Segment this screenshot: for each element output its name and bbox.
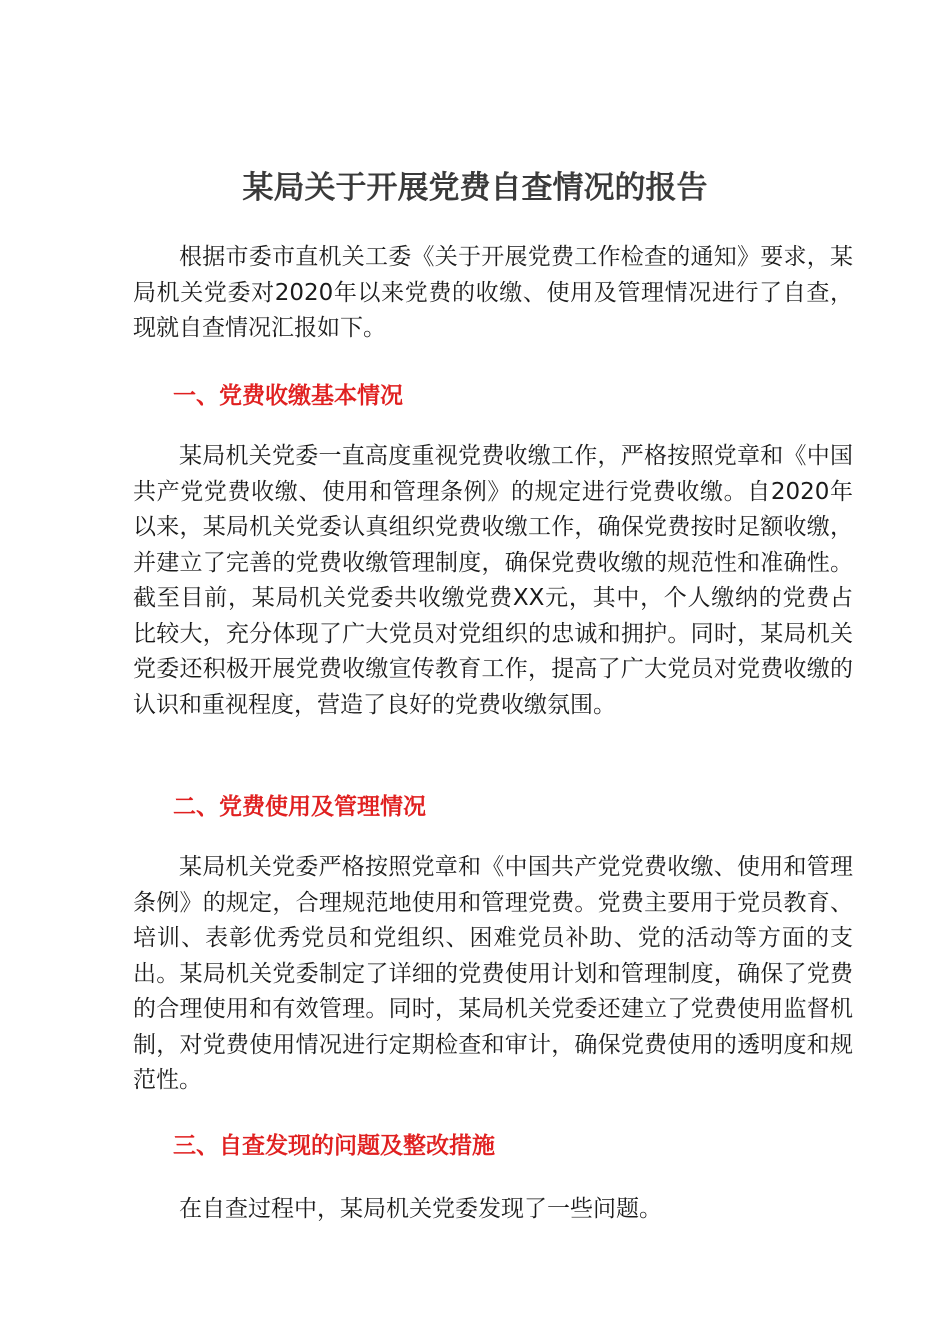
section-2-heading: 二、党费使用及管理情况 — [173, 794, 426, 820]
section-1-body: 某局机关党委一直高度重视党费收缴工作，严格按照党章和《中国共产党党费收缴、使用和管理条例》的规定进行党费收缴。自2020年以来，某局机关党委认真组织党费收缴工作，确保党费按时足额收缴，并建立了完善的党费收缴管理制度，确保党费收缴的规范性和准确性。截至目前，某局机关党委共收缴党费XX元，其中，个人缴纳的党费占比较大，充分体现了广大党员对党组织的忠诚和拥护。同时，某局机关党委还积极开展党费收缴宣传教育工作，提高了广大党员对党费收缴的认识和重视程度，营造了良好的党费收缴氛围。 — [133, 443, 853, 718]
section-3-heading: 三、自查发现的问题及整改措施 — [173, 1133, 495, 1159]
document-title: 某局关于开展党费自查情况的报告 — [242, 170, 708, 206]
intro-paragraph: 根据市委市直机关工委《关于开展党费工作检查的通知》要求，某局机关党委对2020年以来党费的收缴、使用及管理情况进行了自查，现就自查情况汇报如下。 — [133, 244, 853, 341]
section-2-body: 某局机关党委严格按照党章和《中国共产党党费收缴、使用和管理条例》的规定，合理规范地使用和管理党费。党费主要用于党员教育、培训、表彰优秀党员和党组织、困难党员补助、党的活动等方面的支出。某局机关党委制定了详细的党费使用计划和管理制度，确保了党费的合理使用和有效管理。同时，某局机关党委还建立了党费使用监督机制，对党费使用情况进行定期检查和审计，确保党费使用的透明度和规范性。 — [133, 854, 853, 1093]
section-3-body: 在自查过程中，某局机关党委发现了一些问题。 — [179, 1196, 662, 1222]
section-1-heading: 一、党费收缴基本情况 — [173, 383, 403, 409]
